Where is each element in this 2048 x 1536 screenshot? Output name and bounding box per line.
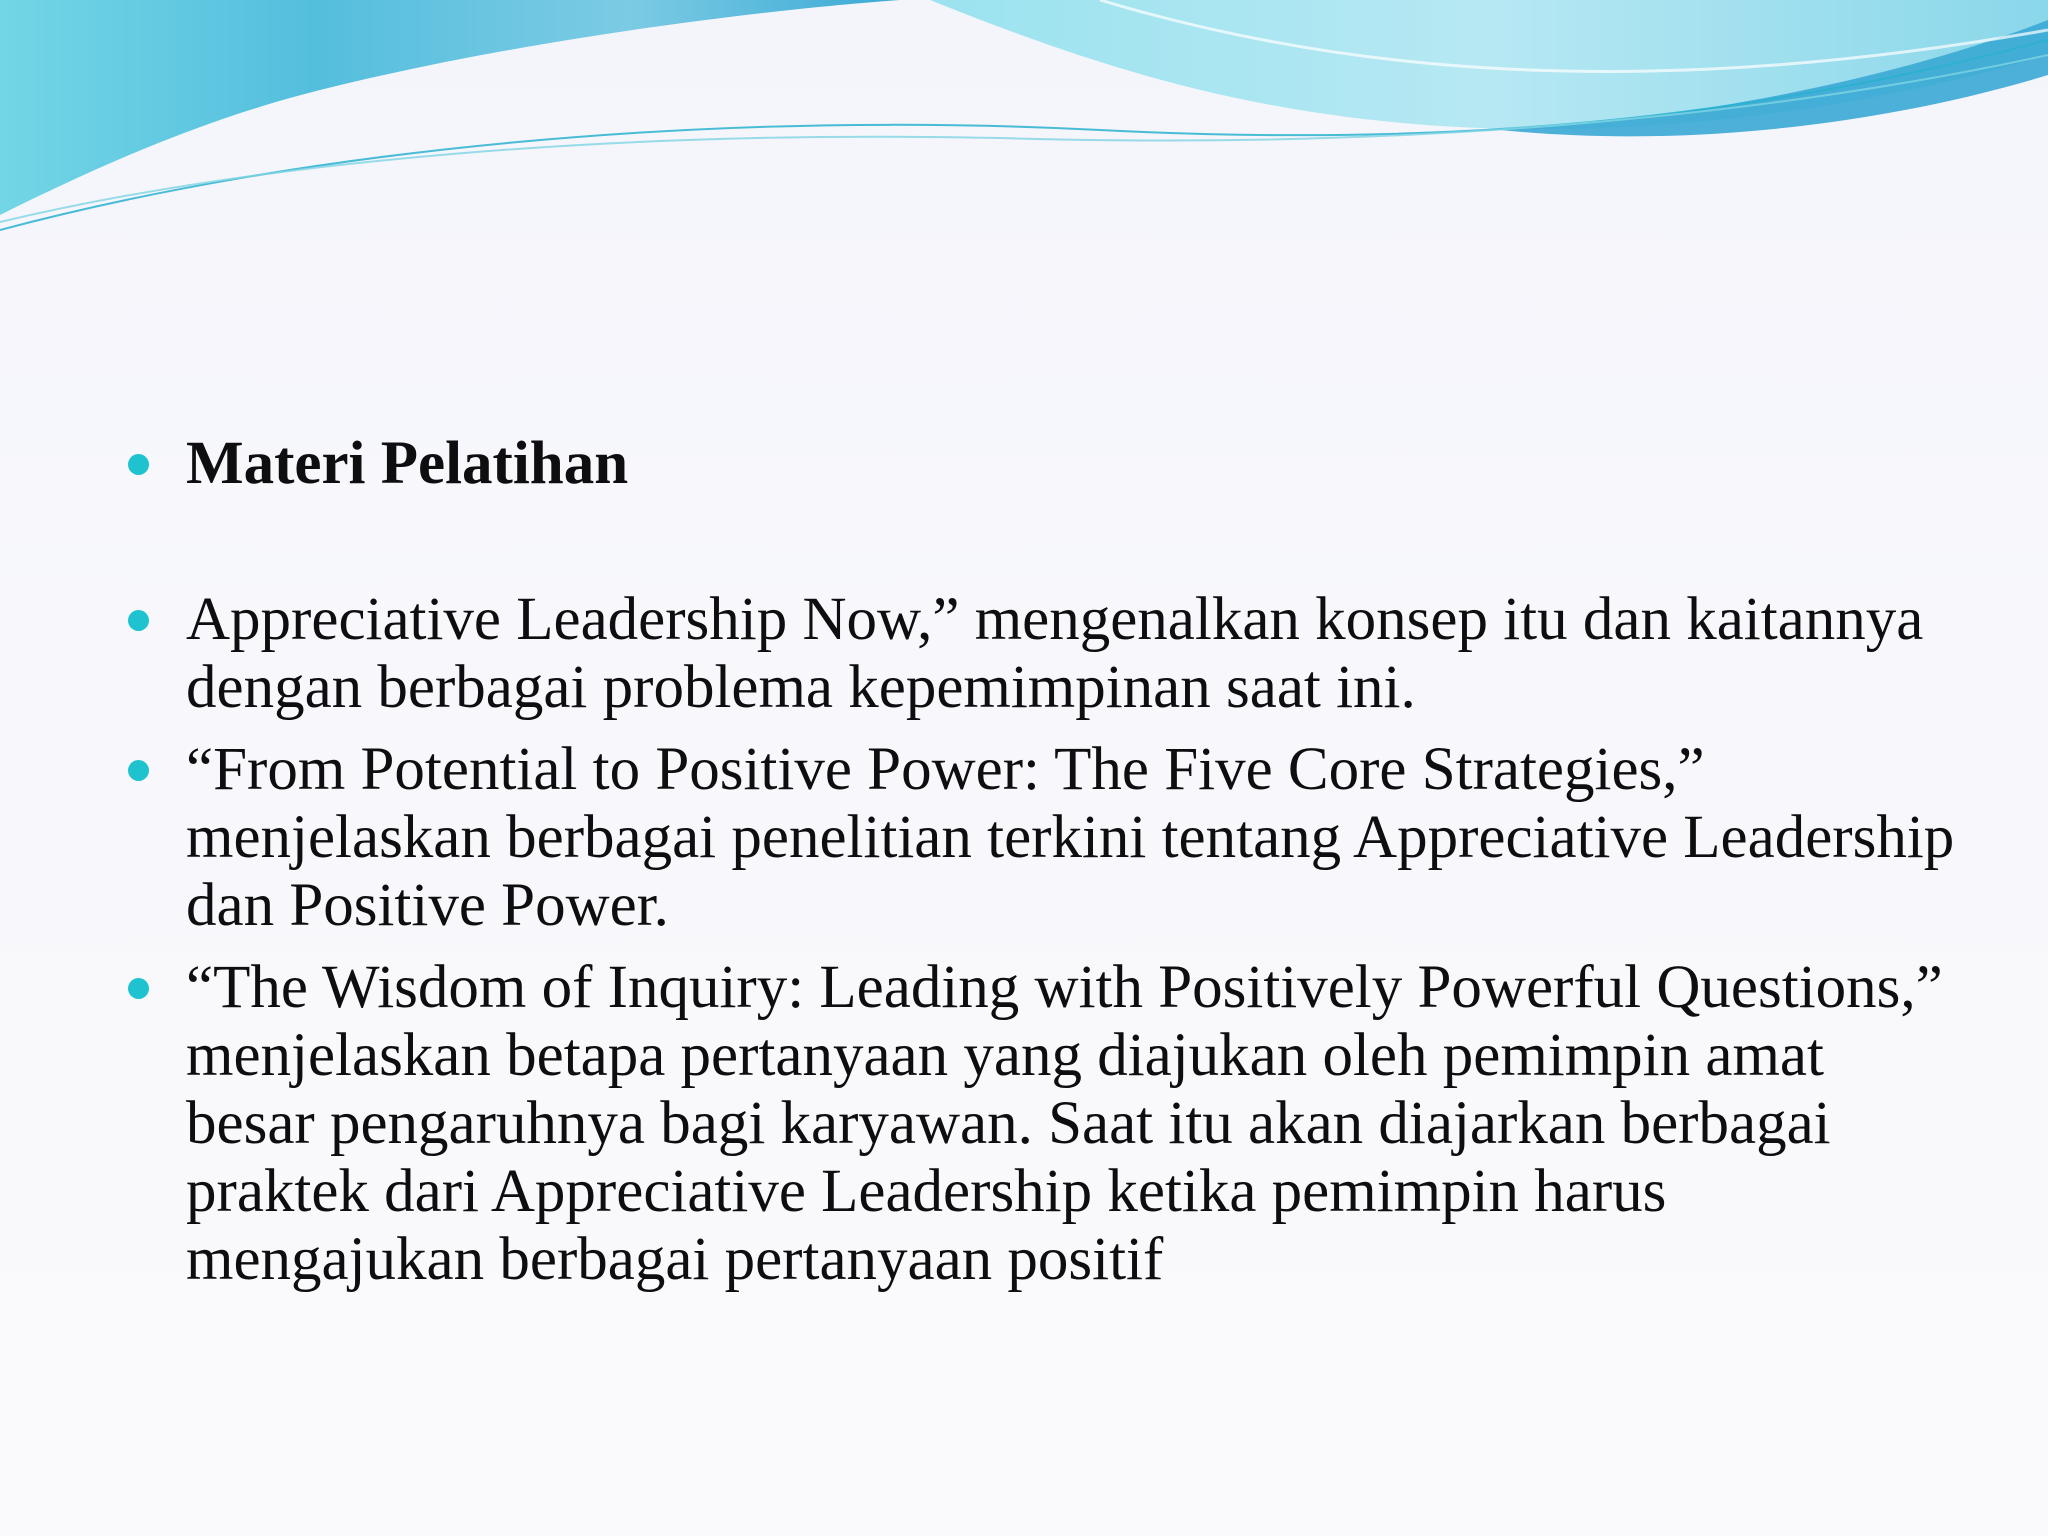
bullet-item [120, 736, 1960, 940]
bullet-item [120, 586, 1960, 722]
wave-band-left [0, 0, 900, 215]
bullet-text: Appreciative Leadership Now,” mengenalkan konsep itu dan kaitannya dengan berbagai problema kepemimpinan saat ini. [186, 586, 1924, 721]
bullet-dot-icon [128, 454, 149, 475]
bullet-dot-icon [128, 978, 149, 999]
bullet-text: Materi Pelatihan [186, 430, 629, 497]
bullet-text: “From Potential to Positive Power: The Five Core Strategies,” menjelaskan berbagai penelitian terkini tentang Appreciative Leadership dan Positive Power. [186, 736, 1955, 939]
header-wave-decoration [0, 0, 2048, 240]
bullet-list [120, 430, 1960, 1294]
bullet-item [120, 954, 1960, 1294]
bullet-dot-icon [128, 760, 149, 781]
bullet-dot-icon [128, 610, 149, 631]
bullet-item-heading [120, 430, 1960, 498]
slide-content [120, 430, 1960, 1294]
bullet-text: “The Wisdom of Inquiry: Leading with Positively Powerful Questions,” menjelaskan betapa pertanyaan yang diajukan oleh pemimpin amat besar pengaruhnya bagi karyawan. Saat itu akan diajarkan berbagai praktek dari Appreciative Leadership ketika pemimpin harus mengajukan berbagai pertanyaan positif [186, 954, 1943, 1293]
